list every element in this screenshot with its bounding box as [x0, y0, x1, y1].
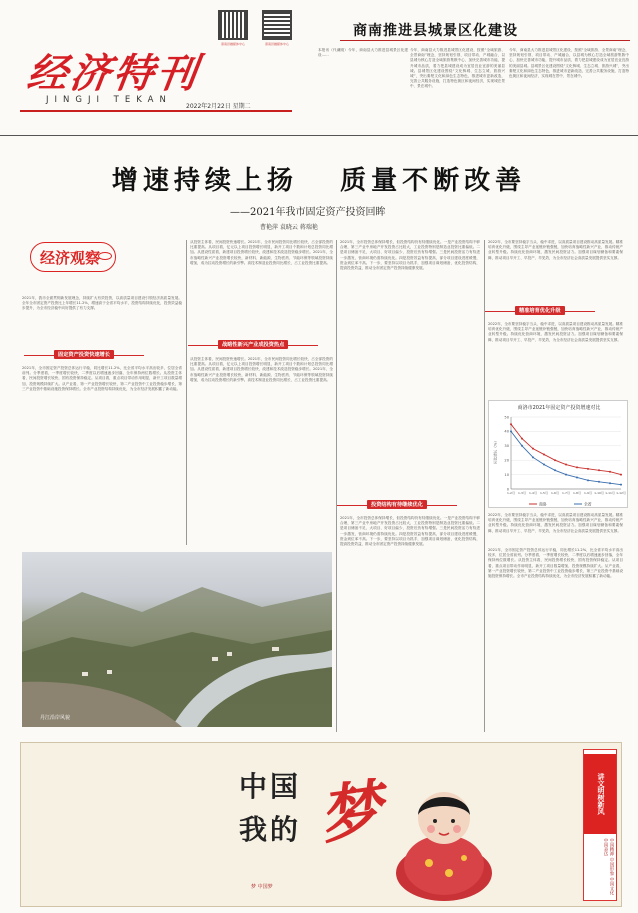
chart-point [587, 468, 589, 470]
chart-point [532, 448, 534, 450]
chart-ylabel: 同比增长（%） [493, 439, 498, 464]
chart-point [543, 453, 545, 455]
chart-point [510, 423, 512, 425]
qr-caption-left: 商南县融媒体中心 [220, 42, 245, 46]
chart-point [620, 474, 622, 476]
col3-bottom-a: 2021年，全市投资总体保持增长，但投资结构仍有待继续优化。一是产业投资结构不够合理，第三产业中房地产开发投资占比较大，工业投资特别是制造业投资比重偏低。二是项目储备不足，大项目、好项目偏少，投资后劲有待增强。三是民间投资活力有待进一步激发，营商环境仍需持续优化。四是投资效益有待提高，部分项目建设进度缓慢，资金到位率不高。下一步，要坚持以项目为抓手，加强项目谋划储备，优化投资结构，提高投资效益，推动全市固定资产投资持续健康发展。 [340, 516, 480, 547]
chart-series-line [511, 424, 621, 474]
main-authors: 曹艳萍 袁晓云 蒋瑞艳 [260, 224, 318, 231]
photo-caption: 丹江沿岸风貌 [40, 715, 71, 721]
chart-point [521, 445, 523, 447]
chart-y-tick-label: 50 [504, 415, 509, 420]
chart-plot [489, 401, 629, 509]
ad-big-text-2: 我的 [239, 813, 302, 846]
chart-x-tick-label: 1-9月 [584, 491, 592, 495]
col-divider-2 [336, 240, 337, 732]
chart-x-tick-label: 1-2月 [507, 491, 515, 495]
chinese-dream-ad [20, 742, 622, 907]
chart-point [576, 476, 578, 478]
ad-calligraphy: 梦 [314, 771, 387, 853]
chart-point [609, 482, 611, 484]
growth-chart [488, 400, 628, 508]
ad-big-text-1: 中国 [239, 770, 302, 803]
chart-point [598, 481, 600, 483]
chart-point [554, 469, 556, 471]
qr-caption-right: 商南县融媒体中心 [264, 42, 289, 46]
chart-y-tick-label: 40 [504, 429, 509, 434]
ad-footer-mark: 梦 中国梦 [251, 884, 273, 890]
subhead-3: 投资结构有待继续优化 [367, 500, 427, 509]
masthead-red-line [20, 110, 292, 112]
masthead-date: 2022年2月22日 星期二 [186, 103, 251, 110]
chart-y-tick-label: 20 [504, 458, 509, 463]
col4-bottom: 2022年，全市要坚持稳字当头、稳中求进，以高质量项目建设推动高质量发展。精准培育优化升级，围绕主导产业延链补链强链，加快培育战略性新兴产业，推动传统产业转型升级。持续优化营商环境，激发民间投资活力。加强项目谋划储备和要素保障，推动项目早开工、早投产、早见效，为全市经济社会高质量发展提供坚实支撑。 [488, 513, 623, 533]
qr-code-right [262, 10, 292, 40]
chart-legend-label: 商洛 [539, 501, 547, 507]
main-headline: 增速持续上扬 质量不断改善 [111, 166, 527, 196]
chart-x-tick-label: 1-3月 [518, 491, 526, 495]
chart-point [576, 466, 578, 468]
subhead-1: 固定资产投资快速增长 [54, 350, 114, 359]
col-divider-1 [186, 240, 187, 545]
chart-x-tick-label: 1-6月 [551, 491, 559, 495]
chart-point [620, 484, 622, 486]
chart-point [565, 464, 567, 466]
column-logo [30, 240, 130, 282]
landscape-photo [22, 552, 332, 727]
top-article-body-a: 今年，商南县大力推进县城景区化建设，按照“全域旅游、全景商南”理念，坚持规划引领、项目带动、产城融合，以县城为核心打造全域旅游集散中心，加快完善城市功能，提升城市品质，着力把县城建设成为宜居宜业宜游的美丽县城。县城景区化建设围绕“文化铸城、生态立城、旅游兴城”，突出秦楚文化和绿色生态特色，推进城市更新改造，完善公共服务设施，打造特色街区和夜间经济，实现城在景中、景在城中。 [410, 48, 505, 89]
col1-intro: 2021年，我市全面贯彻新发展理念，持续扩大有效投资，以高质量项目建设引领经济高质量发展。全年全市固定资产投资比上年增长11.2%，增速高于全省平均水平，投资结构持续优化，投资效益稳步提升，为全市经济稳中向好提供了有力支撑。 [22, 296, 182, 311]
col2-top: 从投资主体看，民间投资快速增长。2021年，全市民间投资同比增长较快，占全部投资的比重提高。从项目看，亿元以上项目投资增长明显，新开工项目个数和计划总投资同比增加。从建设性质看，新建项目投资增长较快，改建和技术改造投资稳步增长。2021年，全市战略性新兴产业投资增长较快，新材料、新能源、生物医药、节能环保等领域投资持续增加，成为拉动投资增长的新引擎。高技术制造业投资同比增长，占工业投资比重提高。 [190, 240, 333, 265]
chart-y-tick-label: 0 [506, 487, 509, 492]
col4-bottom-a: 2021年，全市固定资产投资总体运行平稳，同比增长11.2%，比全省平均水平高出较多，位居全省前列。分季度看，一季度增长较快，二季度以后增速逐步回落，全年保持两位数增长。从投资主体看，民间投资增长较快，国有投资保持稳定。从项目看，重点项目带动作用明显，新开工项目数量增加，投资规模持续扩大。从产业看，第一产业投资增长较快，第二产业投资中工业投资稳步增长，第三产业投资中基础设施投资保持增长。全市产业投资结构持续优化，为全市经济发展积蓄了新动能。 [488, 548, 623, 579]
chart-x-tick-label: 1-7月 [562, 491, 570, 495]
masthead-divider [0, 135, 638, 136]
photo-scene [22, 552, 332, 727]
qr-code-left [218, 10, 248, 40]
top-article-body-b: 今年，商南县大力推进县城景区化建设，按照“全域旅游、全景商南”理念，坚持规划引领、项目带动、产城融合，以县城为核心打造全域旅游集散中心，加快完善城市功能，提升城市品质，着力把县城建设成为宜居宜业宜游的美丽县城。县城景区化建设围绕“文化铸城、生态立城、旅游兴城”，突出秦楚文化和绿色生态特色，推进城市更新改造，完善公共服务设施，打造特色街区和夜间经济，实现城在景中、景在城中。 [509, 48, 629, 79]
masthead-logo: 经济特刊 [24, 51, 203, 97]
column-logo-text: 经济观察 [40, 249, 101, 267]
chart-point [598, 469, 600, 471]
chart-point [510, 430, 512, 432]
subhead-2: 战略性新兴产业成投资热点 [218, 340, 288, 349]
top-article-lead: 本报讯（代谦刚）今年，商南县大力推进县城景区化建设…… [318, 48, 408, 58]
col3-top: 2021年，全市投资总体保持增长，但投资结构仍有待继续优化。一是产业投资结构不够合理，第三产业中房地产开发投资占比较大，工业投资特别是制造业投资比重偏低。二是项目储备不足，大项目、好项目偏少，投资后劲有待增强。三是民间投资活力有待进一步激发，营商环境仍需持续优化。四是投资效益有待提高，部分项目建设进度缓慢，资金到位率不高。下一步，要坚持以项目为抓手，加强项目谋划储备，优化投资结构，提高投资效益，推动全市固定资产投资持续健康发展。 [340, 240, 480, 271]
chart-x-tick-label: 1-10月 [594, 491, 604, 495]
chart-point [521, 438, 523, 440]
chart-x-tick-label: 1-8月 [573, 491, 581, 495]
main-subtitle: ——2021年我市固定资产投资回眸 [230, 207, 386, 218]
subhead-4: 精准培育优化升级 [515, 306, 565, 315]
top-article-rule [340, 40, 630, 41]
eye-icon [98, 252, 112, 260]
chart-point [609, 471, 611, 473]
chart-x-tick-label: 1-11月 [605, 491, 615, 495]
masthead [0, 0, 638, 135]
chart-x-tick-label: 1-4月 [529, 491, 537, 495]
chart-y-tick-label: 10 [504, 472, 509, 477]
col4-mid: 2022年，全市要坚持稳字当头、稳中求进，以高质量项目建设推动高质量发展。精准培育优化升级，围绕主导产业延链补链强链，加快培育战略性新兴产业，推动传统产业转型升级。持续优化营商环境，激发民间投资活力。加强项目谋划储备和要素保障，推动项目早开工、早投产、早见效，为全市经济社会高质量发展提供坚实支撑。 [488, 322, 623, 342]
ad-sidebar-sub: 中国精神 中国形象 中国文化 中国表达 [603, 838, 614, 895]
chart-legend-label: 全省 [584, 501, 592, 507]
col4-top: 2022年，全市要坚持稳字当头、稳中求进，以高质量项目建设推动高质量发展。精准培育优化升级，围绕主导产业延链补链强链，加快培育战略性新兴产业，推动传统产业转型升级。持续优化营商环境，激发民间投资活力。加强项目谋划储备和要素保障，推动项目早开工、早投产、早见效，为全市经济社会高质量发展提供坚实支撑。 [488, 240, 623, 260]
chart-x-tick-label: 1-12月 [616, 491, 626, 495]
chart-series-line [511, 431, 621, 484]
col-divider-3 [484, 240, 485, 732]
chart-title: 商洛市2021年固定资产投资增速对比 [517, 405, 601, 411]
col1-body: 2021年，全市固定资产投资总体运行平稳，同比增长11.2%，比全省平均水平高出较多，位居全省前列。分季度看，一季度增长较快，二季度以后增速逐步回落，全年保持两位数增长。从投资主体看，民间投资增长较快，国有投资保持稳定。从项目看，重点项目带动作用明显，新开工项目数量增加，投资规模持续扩大。从产业看，第一产业投资增长较快，第二产业投资中工业投资稳步增长，第三产业投资中基础设施投资保持增长。全市产业投资结构持续优化，为全市经济发展积蓄了新动能。 [22, 366, 182, 391]
chart-point [532, 456, 534, 458]
chart-point [565, 474, 567, 476]
chart-point [554, 459, 556, 461]
chart-point [587, 479, 589, 481]
ad-sidebar [583, 749, 617, 901]
ad-sidebar-title: 讲文明树新风 [584, 754, 616, 834]
clay-doll-illustration [389, 773, 499, 903]
chart-y-tick-label: 30 [504, 444, 509, 449]
masthead-pinyin: JINGJI TEKAN [46, 95, 172, 105]
top-article-headline: 商南推进县城景区化建设 [353, 23, 518, 39]
chart-point [543, 464, 545, 466]
col2-body: 从投资主体看，民间投资快速增长。2021年，全市民间投资同比增长较快，占全部投资的比重提高。从项目看，亿元以上项目投资增长明显，新开工项目个数和计划总投资同比增加。从建设性质看，新建项目投资增长较快，改建和技术改造投资稳步增长。2021年，全市战略性新兴产业投资增长较快，新材料、新能源、生物医药、节能环保等领域投资持续增加，成为拉动投资增长的新引擎。高技术制造业投资同比增长，占工业投资比重提高。 [190, 357, 333, 382]
chart-x-tick-label: 1-5月 [540, 491, 548, 495]
